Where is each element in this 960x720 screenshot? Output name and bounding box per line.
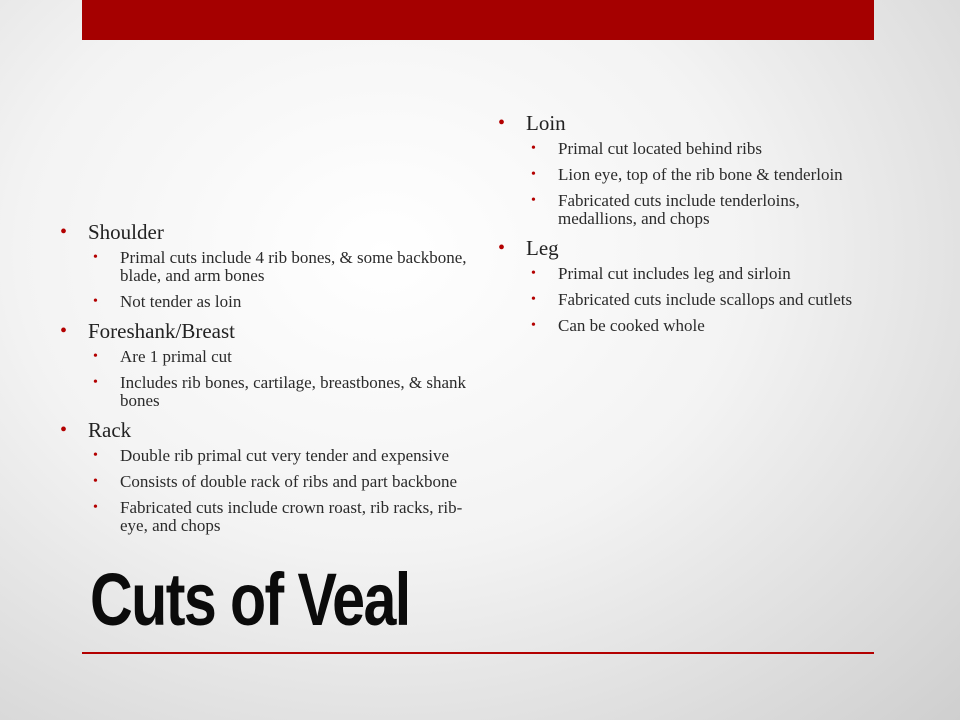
sub-bullet: • Not tender as loin bbox=[88, 293, 470, 311]
bullet-heading: • Leg bbox=[526, 236, 559, 260]
bullet-heading: • Rack bbox=[88, 418, 132, 442]
left-bullet-list bbox=[60, 220, 470, 543]
sub-bullet: • Consists of double rack of ribs and part backbone bbox=[88, 473, 470, 491]
sub-bullet: • Double rib primal cut very tender and expensive bbox=[88, 447, 470, 465]
bullet-rack bbox=[60, 418, 470, 535]
bullet-heading: • Shoulder bbox=[88, 220, 164, 244]
bullet-heading: • Loin bbox=[526, 111, 566, 135]
top-accent-bar bbox=[82, 0, 874, 40]
sub-bullet: • Primal cut located behind ribs bbox=[526, 140, 858, 158]
sub-bullet: • Primal cut includes leg and sirloin bbox=[526, 265, 858, 283]
bottom-divider-line bbox=[82, 652, 874, 654]
sub-bullet: • Fabricated cuts include scallops and cutlets bbox=[526, 291, 858, 309]
sub-bullet: • Fabricated cuts include crown roast, rib racks, rib-eye, and chops bbox=[88, 499, 470, 535]
sub-bullet: • Lion eye, top of the rib bone & tenderloin bbox=[526, 166, 858, 184]
right-bullet-list bbox=[498, 111, 858, 343]
slide-title: Cuts of Veal bbox=[90, 558, 410, 641]
bullet-heading: • Foreshank/Breast bbox=[88, 319, 235, 343]
bullet-shoulder bbox=[60, 220, 470, 311]
sub-bullet: • Are 1 primal cut bbox=[88, 348, 470, 366]
sub-bullet: • Can be cooked whole bbox=[526, 317, 858, 335]
bullet-loin bbox=[498, 111, 858, 228]
bullet-foreshank-breast bbox=[60, 319, 470, 410]
sub-bullet: • Includes rib bones, cartilage, breastbones, & shank bones bbox=[88, 374, 470, 410]
bullet-leg bbox=[498, 236, 858, 335]
sub-bullet: • Primal cuts include 4 rib bones, & some backbone, blade, and arm bones bbox=[88, 249, 470, 285]
sub-bullet: • Fabricated cuts include tenderloins, medallions, and chops bbox=[526, 192, 858, 228]
